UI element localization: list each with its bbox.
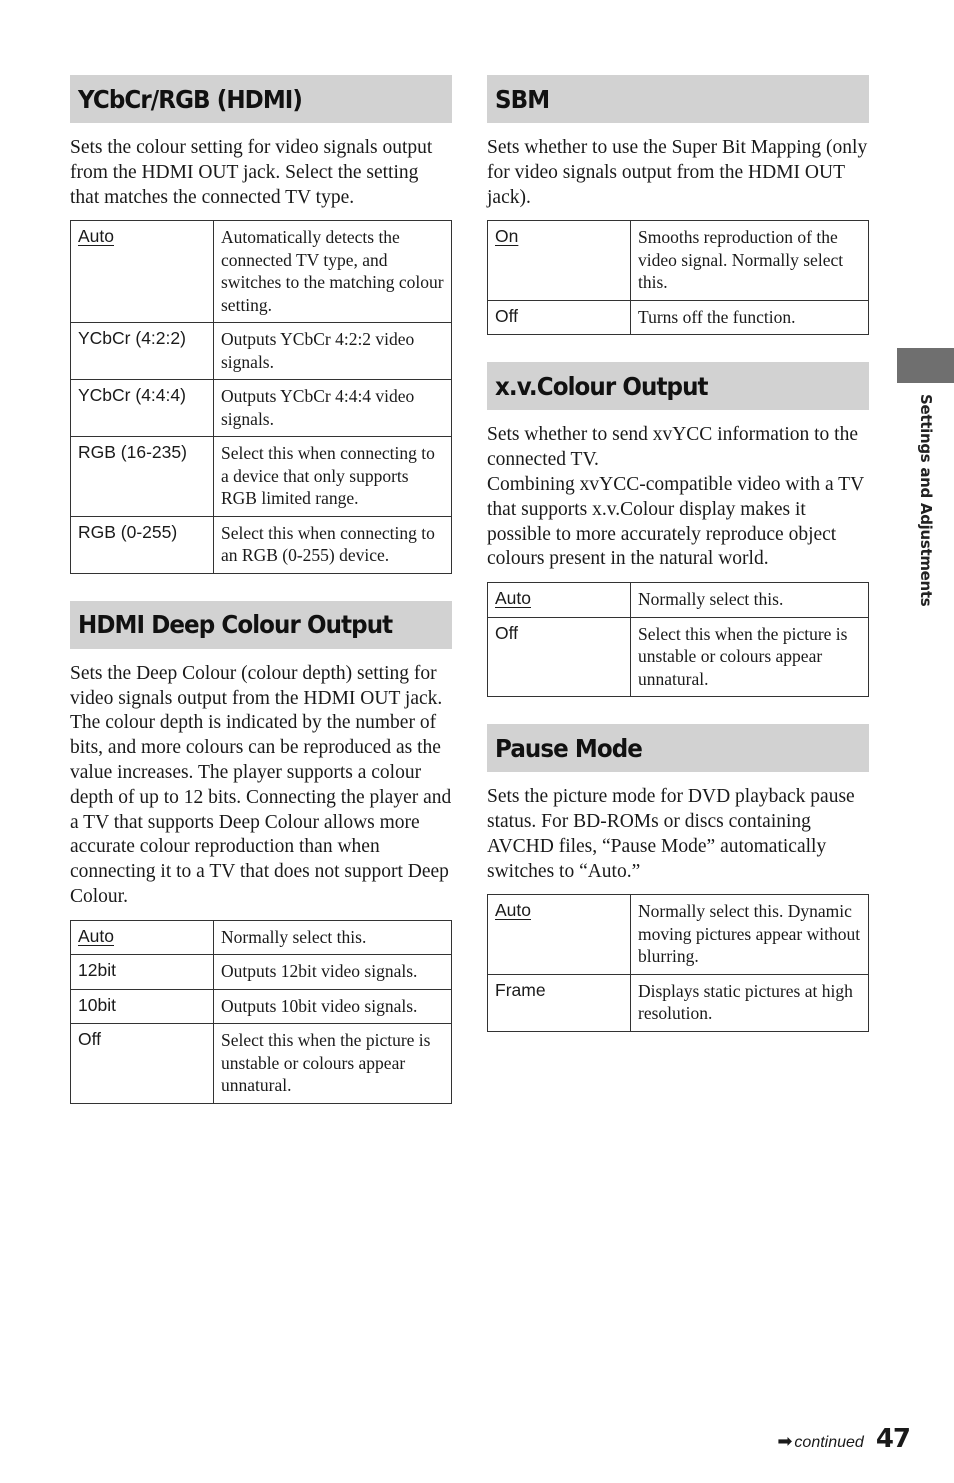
options-table — [487, 582, 869, 697]
option-key: Off — [71, 1024, 214, 1104]
description-text: Sets whether to use the Super Bit Mapping (only for video signals output from the HDMI OUT jack). — [487, 137, 868, 208]
option-key-label-default: Auto — [78, 925, 114, 946]
section-title: SBM — [495, 84, 550, 114]
section-description — [487, 785, 869, 884]
table-row — [71, 380, 452, 437]
option-description: Smooths reproduction of the video signal. Normally select this. — [631, 221, 869, 301]
option-key-label-default: Auto — [495, 900, 531, 921]
section-xv-colour — [487, 362, 869, 697]
section-spacer — [70, 574, 452, 601]
table-row — [71, 221, 452, 323]
table-row — [488, 221, 869, 301]
description-text: Sets the picture mode for DVD playback pause status. For BD-ROMs or discs containing AVCHD files, “Pause Mode” automatically switches to “Auto.” — [487, 786, 855, 882]
option-description: Outputs YCbCr 4:2:2 video signals. — [214, 323, 452, 380]
section-title: Pause Mode — [495, 733, 642, 763]
section-title: x.v.Colour Output — [495, 371, 708, 401]
table-row — [71, 955, 452, 990]
section-description — [70, 136, 452, 210]
description-text: Sets the colour setting for video signals output from the HDMI OUT jack. Select the setting that matches the connected TV type. — [70, 137, 433, 208]
option-key — [71, 920, 214, 955]
right-column — [487, 75, 869, 1032]
description-text: Sets the Deep Colour (colour depth) setting for video signals output from the HDMI OUT jack. — [70, 662, 443, 709]
section-heading — [70, 75, 452, 123]
description-text: Combining xvYCC-compatible video with a TV that supports x.v.Colour display makes it possible to more accurately reproduce object colours present in the natural world. — [487, 473, 864, 570]
description-text: Sets whether to send xvYCC information to the connected TV. — [487, 424, 858, 471]
option-key: RGB (0-255) — [71, 516, 214, 573]
left-column — [70, 75, 452, 1104]
option-key: YCbCr (4:4:4) — [71, 380, 214, 437]
table-row — [71, 323, 452, 380]
table-row — [71, 516, 452, 573]
section-sbm — [487, 75, 869, 335]
option-key: Off — [488, 617, 631, 697]
section-heading — [487, 724, 869, 772]
section-pause-mode — [487, 724, 869, 1032]
section-spacer — [487, 697, 869, 724]
option-description: Outputs 10bit video signals. — [214, 989, 452, 1024]
section-title: HDMI Deep Colour Output — [78, 610, 393, 640]
table-row — [488, 583, 869, 618]
section-description — [487, 136, 869, 210]
option-description: Outputs YCbCr 4:4:4 video signals. — [214, 380, 452, 437]
option-description: Normally select this. — [214, 920, 452, 955]
option-key: 12bit — [71, 955, 214, 990]
option-key-label-default: On — [495, 226, 519, 247]
option-key: RGB (16-235) — [71, 437, 214, 517]
chapter-side-label-text: Settings and Adjustments — [917, 394, 935, 607]
option-key — [488, 895, 631, 975]
section-heading — [487, 75, 869, 123]
option-key: Frame — [488, 974, 631, 1031]
option-key — [488, 583, 631, 618]
chapter-tab-marker — [897, 348, 954, 383]
option-description: Select this when connecting to an RGB (0-255) device. — [214, 516, 452, 573]
table-row — [71, 920, 452, 955]
options-table — [487, 220, 869, 335]
option-key: YCbCr (4:2:2) — [71, 323, 214, 380]
section-title: YCbCr/RGB (HDMI) — [78, 84, 303, 114]
section-description — [70, 662, 452, 910]
options-table — [70, 920, 452, 1104]
option-description: Displays static pictures at high resolution. — [631, 974, 869, 1031]
description-text: The colour depth is indicated by the number of bits, and more colours can be reproduced as the value increases. The player supports a colour depth of up to 12 bits. Connecting the player and a TV that supports Deep Colour allows more accurate colour reproduction than when connecting it to a TV that does not support Deep Colour. — [70, 712, 452, 908]
table-row — [488, 300, 869, 335]
options-table — [70, 220, 452, 574]
option-description: Select this when connecting to a device that only supports RGB limited range. — [214, 437, 452, 517]
section-spacer — [487, 335, 869, 362]
page-footer — [777, 1424, 910, 1454]
option-description: Normally select this. Dynamic moving pictures appear without blurring. — [631, 895, 869, 975]
section-heading — [70, 601, 452, 649]
option-key-label-default: Auto — [495, 588, 531, 609]
continued-label: continued — [794, 1434, 864, 1451]
option-description: Select this when the picture is unstable or colours appear unnatural. — [631, 617, 869, 697]
arrow-right-icon: ➡ — [777, 1431, 793, 1452]
table-row — [488, 974, 869, 1031]
section-hdmi-deep-colour — [70, 601, 452, 1104]
option-description: Normally select this. — [631, 583, 869, 618]
page-number: 47 — [875, 1424, 910, 1454]
table-row — [488, 895, 869, 975]
section-description — [487, 423, 869, 572]
table-row — [71, 437, 452, 517]
option-key — [488, 221, 631, 301]
options-table — [487, 894, 869, 1032]
option-key-label-default: Auto — [78, 226, 114, 247]
table-row — [71, 1024, 452, 1104]
table-row — [488, 617, 869, 697]
option-description: Turns off the function. — [631, 300, 869, 335]
option-description: Outputs 12bit video signals. — [214, 955, 452, 990]
option-description: Select this when the picture is unstable or colours appear unnatural. — [214, 1024, 452, 1104]
table-row — [71, 989, 452, 1024]
chapter-side-label — [911, 394, 935, 607]
section-ycbcr-rgb — [70, 75, 452, 574]
option-key — [71, 221, 214, 323]
option-key: Off — [488, 300, 631, 335]
option-key: 10bit — [71, 989, 214, 1024]
section-heading — [487, 362, 869, 410]
option-description: Automatically detects the connected TV type, and switches to the matching colour setting. — [214, 221, 452, 323]
